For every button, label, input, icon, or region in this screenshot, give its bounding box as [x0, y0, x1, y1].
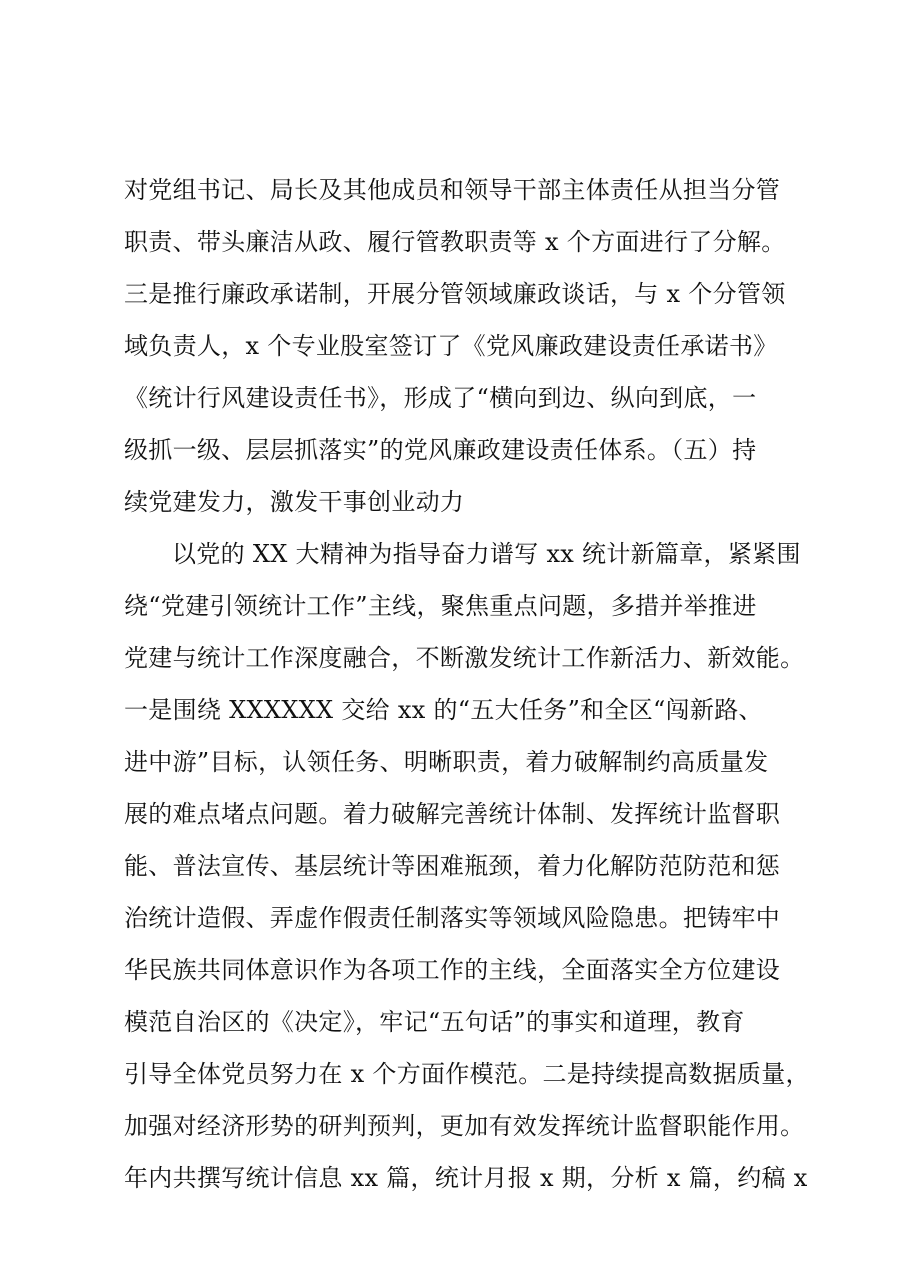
text-line: 能、普法宣传、基层统计等困难瓶颈，着力化解防范防范和惩: [124, 852, 781, 880]
text-line: 《统计行风建设责任书》，形成了“横向到边、纵向到底，一: [124, 384, 757, 412]
text-line: 治统计造假、弄虚作假责任制落实等领域风险隐患。把铸牢中: [124, 904, 781, 932]
text-line: 三是推行廉政承诺制，开展分管领域廉政谈话，与 x 个分管领: [124, 280, 786, 308]
text-line: 进中游”目标，认领任务、明晰职责，着力破解制约高质量发: [124, 748, 769, 776]
text-line: 引导全体党员努力在 x 个方面作模范。二是持续提高数据质量，: [124, 1060, 810, 1088]
paragraph-first-line: 以党的 XX 大精神为指导奋力谱写 xx 统计新篇章，紧紧围: [172, 540, 801, 568]
text-line: 模范自治区的《决定》，牢记“五句话”的事实和道理，教育: [124, 1008, 745, 1036]
text-line: 华民族共同体意识作为各项工作的主线，全面落实全方位建设: [124, 956, 781, 984]
text-line: 续党建发力，激发干事创业动力: [124, 488, 465, 516]
text-line: 党建与统计工作深度融合，不断激发统计工作新活力、新效能。: [124, 644, 805, 672]
text-line: 对党组书记、局长及其他成员和领导干部主体责任从担当分管: [124, 176, 781, 204]
text-line: 职责、带头廉洁从政、履行管教职责等 x 个方面进行了分解。: [124, 228, 786, 256]
text-line: 展的难点堵点问题。着力破解完善统计体制、发挥统计监督职: [124, 800, 781, 828]
text-line: 级抓一级、层层抓落实”的党风廉政建设责任体系。（五）持: [124, 436, 757, 464]
text-line: 年内共撰写统计信息 xx 篇，统计月报 x 期，分析 x 篇，约稿 x: [124, 1164, 808, 1192]
text-line: 域负责人，x 个专业股室签订了《党风廉政建设责任承诺书》: [124, 332, 778, 360]
text-line: 加强对经济形势的研判预判，更加有效发挥统计监督职能作用。: [124, 1112, 805, 1140]
text-line: 一是围绕 XXXXXX 交给 xx 的“五大任务”和全区“闯新路、: [124, 696, 763, 724]
body-text: [124, 164, 824, 1204]
text-line: 绕“党建引领统计工作”主线，聚焦重点问题，多措并举推进: [124, 592, 757, 620]
